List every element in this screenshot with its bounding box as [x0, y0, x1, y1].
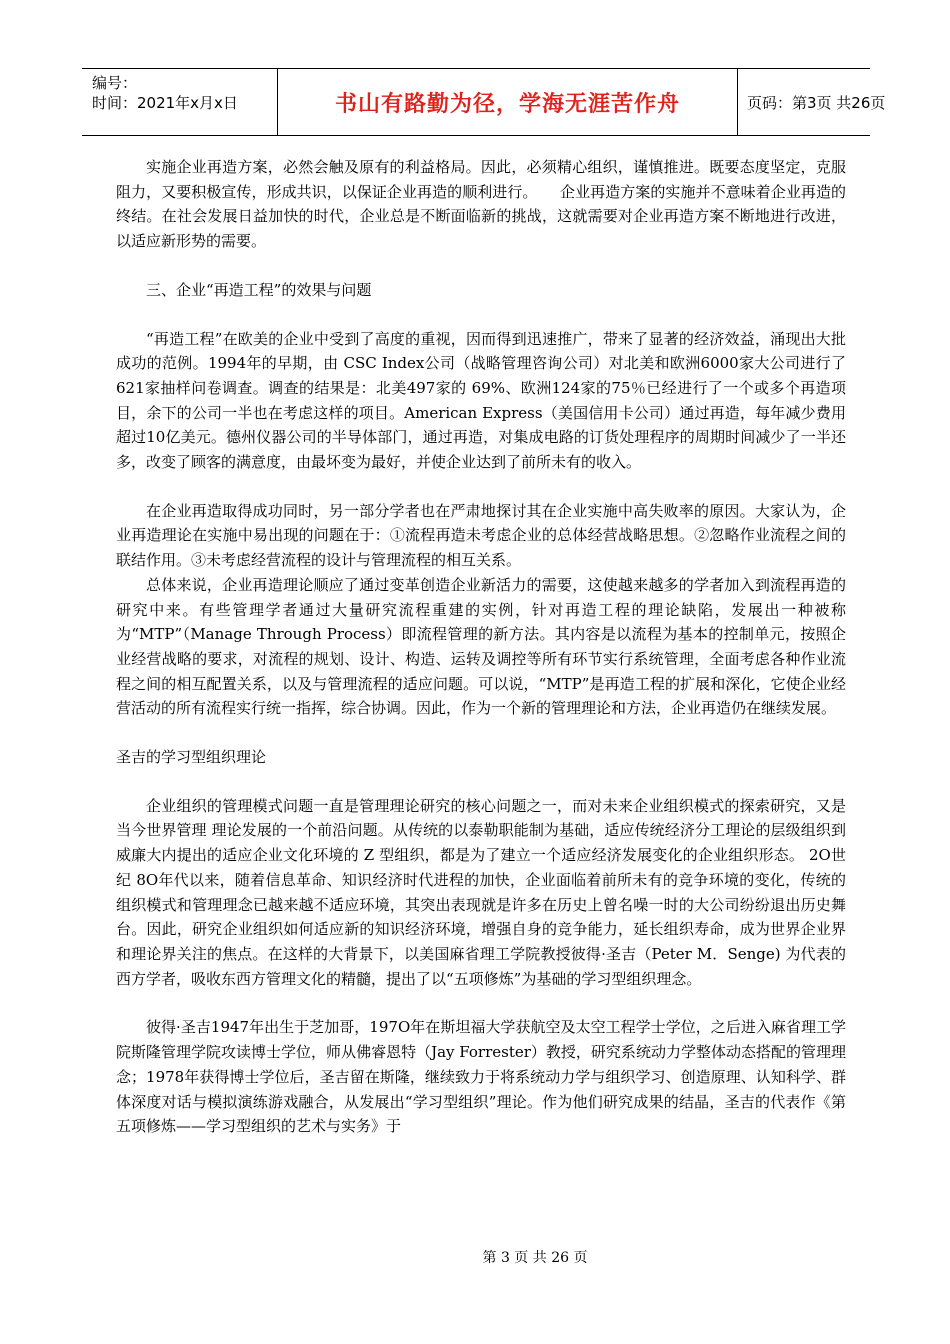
document-number: 编号：: [92, 74, 138, 92]
paragraph-mtp: 总体来说，企业再造理论顺应了通过变革创造企业新活力的需要，这使越来越多的学者加入到流程再造的研究中来。有些管理学者通过大量研究流程重建的实例，针对再造工程的理论缺陷，发展出一种被称为“MTP”（Manage Through Process）即流程管理的新方法。其内容是以流程为基本的控制单元，按照企业经营战略的要求，对流程的规划、设计、构造、运转及调控等所有环节实行系统管理，全面考虑各种作业流程之间的相互配置关系，以及与管理流程的适应问题。可以说，“MTP”是再造工程的扩展和深化，它使企业经营活动的所有流程实行统一指挥，综合协调。因此，作为一个新的管理理论和方法，企业再造仍在继续发展。: [116, 575, 846, 718]
header-meta: [82, 69, 278, 135]
page-header: [82, 68, 886, 136]
paragraph-senge-biography: 彼得·圣吉1947年出生于芝加哥，197O年在斯坦福大学获航空及太空工程学士学位，之后进入麻省理工学院斯隆管理学院攻读博士学位，师从佛睿恩特（Jay Forrester）教授，研究系统动力学整体动态搭配的管理理念；1978年获得博士学位后，圣吉留在斯隆，继续致力于将系统动力学与组织学习、创造原理、认知科学、群体深度对话与模拟演练游戏融合，从发展出“学习型组织”理论。作为他们研究成果的结晶，圣吉的代表作《第五项修炼——学习型组织的艺术与实务》于: [116, 1018, 846, 1136]
paragraph-organization-models: 企业组织的管理模式问题一直是管理理论研究的核心问题之一，而对未来企业组织模式的探索研究，又是当今世界管理 理论发展的一个前沿问题。从传统的以泰勒职能制为基础，适应传统经济分工理论的层级组织到威廉大内提出的适应企业文化环境的 Z 型组织，都是为了建立一个适应经济发展变化的企业组织形态。 2O世纪 8O年代以来，随着信息革命、知识经济时代进程的加快，企业面临着前所未有的竞争环境的变化，传统的组织模式和管理理念已越来越不适应环境，其突出表现就是许多在历史上曾名噪一时的大公司纷纷退出历史舞台。因此，研究企业组织如何适应新的知识经济环境，增强自身的竞争能力，延长组织寿命，成为世界企业界和理论界关注的焦点。在这样的大背景下，以美国麻省理工学院教授彼得·圣吉（Peter M．Senge) 为代表的西方学者，吸收东西方管理文化的精髓，提出了以“五项修炼”为基础的学习型组织理念。: [116, 796, 846, 988]
document-body: [116, 155, 846, 1139]
section-heading-learning-organization: 圣吉的学习型组织理论: [116, 748, 267, 767]
paragraph-reengineering-implementation: 实施企业再造方案，必然会触及原有的利益格局。因此，必须精心组织，谨慎推进。既要态度坚定，克服阻力，又要积极宣传，形成共识，以保证企业再造的顺利进行。 企业再造方案的实施并不意味着企业再造的终结。在社会发展日益加快的时代，企业总是不断面临新的挑战，这就需要对企业再造方案不断地进行改进，以适应新形势的需要。: [116, 158, 846, 251]
document-time: 时间：2021年x月x日: [92, 94, 238, 112]
paragraph-reengineering-results: “再造工程”在欧美的企业中受到了高度的重视，因而得到迅速推广，带来了显著的经济效益，涌现出大批成功的范例。1994年的早期，由 CSC Index公司（战略管理咨询公司）对北美和欧洲6000家大公司进行了621家抽样问卷调查。调查的结果是：北美497家的 69%、欧洲124家的75％已经进行了一个或多个再造项目，余下的公司一半也在考虑这样的项目。American Express（美国信用卡公司）通过再造，每年减少费用超过10亿美元。德州仪器公司的半导体部门，通过再造，对集成电路的订货处理程序的周期时间减少了一半还多，改变了顾客的满意度，由最坏变为最好，并使企业达到了前所未有的收入。: [116, 329, 846, 472]
section-heading-effects: 三、企业“再造工程”的效果与问题: [146, 280, 372, 299]
page-footer: 第 3 页 共 26 页: [482, 1250, 588, 1266]
paragraph-reengineering-problems: 在企业再造取得成功同时，另一部分学者也在严肃地探讨其在企业实施中高失败率的原因。大家认为，企业再造理论在实施中易出现的问题在于：①流程再造未考虑企业的总体经营战略思想。②忽略作业流程之间的联结作用。③未考虑经营流程的设计与管理流程的相互关系。: [116, 501, 846, 570]
header-page-info: 页码：第3页 共26页: [747, 93, 886, 112]
header-motto: 书山有路勤为径，学海无涯苦作舟: [278, 69, 738, 135]
